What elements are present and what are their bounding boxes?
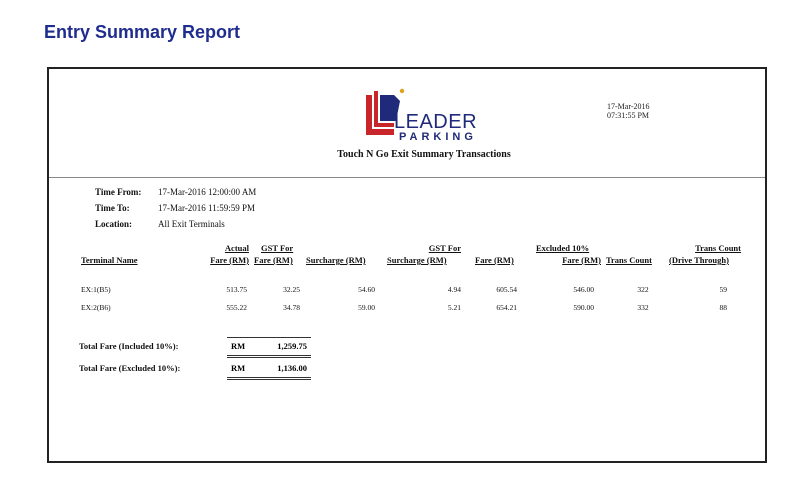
total-excluded-currency: RM <box>231 363 246 373</box>
cell-trans-count: 332 <box>637 303 649 312</box>
total-excluded-label: Total Fare (Excluded 10%): <box>79 363 181 373</box>
total-rule-double-1 <box>227 377 311 378</box>
header-excluded-line1: Excluded 10% <box>536 243 590 253</box>
cell-actual-fare: 513.75 <box>226 285 247 294</box>
total-rule-double-2 <box>227 379 311 380</box>
cell-gst-fare: 34.78 <box>283 303 300 312</box>
cell-drive-through: 59 <box>719 285 727 294</box>
total-excluded-amount: 1,136.00 <box>277 363 307 373</box>
header-excluded-line2: Fare (RM) <box>562 255 601 265</box>
header-drive-through-line1: Trans Count <box>695 243 741 253</box>
logo-wordmark: LEADER <box>394 111 478 133</box>
header-trans-count: Trans Count <box>606 255 652 265</box>
header-drive-through-line2: (Drive Through) <box>669 255 729 265</box>
cell-terminal: EX:1(B5) <box>81 285 111 294</box>
cell-fare: 605.54 <box>496 285 517 294</box>
filter-value: 17-Mar-2016 12:00:00 AM <box>158 187 257 197</box>
filter-value: 17-Mar-2016 11:59:59 PM <box>158 203 255 213</box>
cell-fare: 654.21 <box>496 303 517 312</box>
print-time: 07:31:55 PM <box>607 111 650 120</box>
logo-subtitle: PARKING <box>399 131 477 143</box>
filter-label: Time To: <box>95 203 130 213</box>
header-fare: Fare (RM) <box>475 255 514 265</box>
header-actual-line2: Fare (RM) <box>210 255 249 265</box>
divider <box>49 177 765 178</box>
cell-excluded-fare: 590.00 <box>573 303 594 312</box>
header-gst-fare-line1: GST For <box>261 243 294 253</box>
total-included-currency: RM <box>231 341 246 351</box>
total-rule-double-1 <box>227 355 311 356</box>
report-title: Touch N Go Exit Summary Transactions <box>337 149 511 160</box>
header-gst-surcharge-line1: GST For <box>428 243 461 253</box>
header-actual-line1: Actual <box>224 243 249 253</box>
cell-gst-surcharge: 4.94 <box>447 285 461 294</box>
cell-excluded-fare: 546.00 <box>573 285 594 294</box>
total-included-amount: 1,259.75 <box>277 341 307 351</box>
page-title: Entry Summary Report <box>44 22 241 42</box>
header-surcharge: Surcharge (RM) <box>306 255 366 265</box>
cell-drive-through: 88 <box>719 303 727 312</box>
filter-value: All Exit Terminals <box>158 219 225 229</box>
cell-actual-fare: 555.22 <box>226 303 247 312</box>
cell-gst-surcharge: 5.21 <box>447 303 461 312</box>
header-terminal-name: Terminal Name <box>81 255 138 265</box>
total-included-label: Total Fare (Included 10%): <box>79 341 179 351</box>
cell-surcharge: 54.60 <box>358 285 375 294</box>
total-excluded-box <box>227 359 311 379</box>
filter-label: Location: <box>95 219 132 229</box>
total-rule-top <box>227 337 311 338</box>
cell-gst-fare: 32.25 <box>283 285 300 294</box>
total-rule-double-2 <box>227 357 311 358</box>
header-gst-surcharge-line2: Surcharge (RM) <box>387 255 447 265</box>
header-gst-fare-line2: Fare (RM) <box>254 255 293 265</box>
report-document <box>47 67 767 463</box>
filter-label: Time From: <box>95 187 142 197</box>
total-included-box <box>227 337 311 357</box>
cell-terminal: EX:2(B6) <box>81 303 111 312</box>
cell-trans-count: 322 <box>637 285 649 294</box>
cell-surcharge: 59.00 <box>358 303 375 312</box>
print-date: 17-Mar-2016 <box>607 102 650 111</box>
